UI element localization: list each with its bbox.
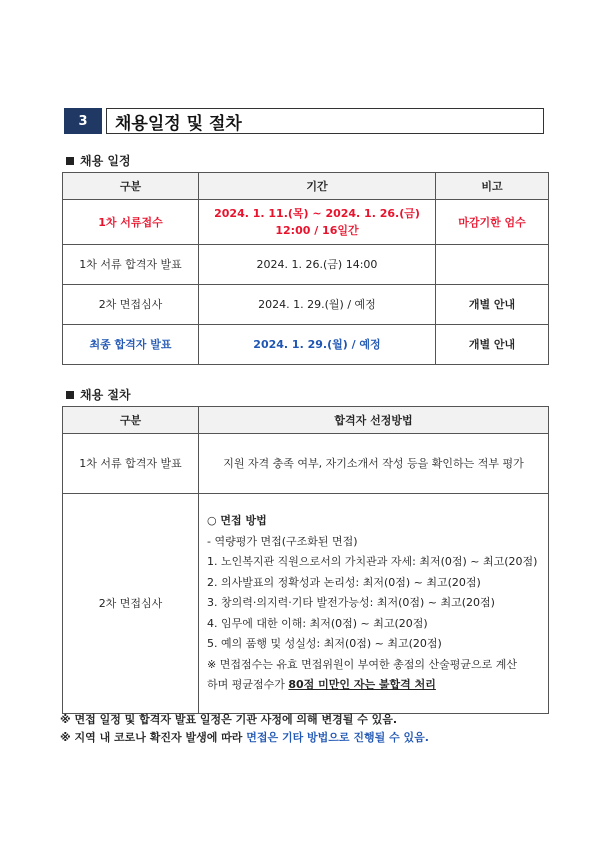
method-detail-cell bbox=[199, 494, 549, 714]
header-method: 합격자 선정방법 bbox=[199, 407, 549, 434]
method-title: ○ 면접 방법 bbox=[207, 514, 267, 528]
header-period: 기간 bbox=[199, 173, 436, 200]
method-line: 1. 노인복지관 직원으로서의 가치관과 자세: 최저(0점) ~ 최고(20점) bbox=[207, 555, 538, 569]
schedule-table bbox=[62, 172, 549, 365]
header-stage: 구분 bbox=[63, 173, 199, 200]
stage-cell: 1차 서류접수 bbox=[63, 200, 199, 245]
procedure-heading-text: 채용 절차 bbox=[80, 388, 131, 402]
table-row bbox=[63, 285, 549, 325]
table-row bbox=[63, 494, 549, 714]
table-row bbox=[63, 434, 549, 494]
period-cell: 2024. 1. 26.(금) 14:00 bbox=[199, 245, 436, 285]
period-cell: 2024. 1. 29.(월) / 예정 bbox=[199, 325, 436, 365]
schedule-heading-text: 채용 일정 bbox=[80, 154, 131, 168]
method-last-line bbox=[207, 675, 540, 696]
section-number: 3 bbox=[64, 108, 102, 134]
section-header bbox=[64, 108, 544, 134]
method-line: 4. 임무에 대한 이해: 최저(0점) ~ 최고(20점) bbox=[207, 616, 428, 630]
procedure-header-row bbox=[63, 407, 549, 434]
stage-cell: 2차 면접심사 bbox=[63, 285, 199, 325]
method-line: 2. 의사발표의 정확성과 논리성: 최저(0점) ~ 최고(20점) bbox=[207, 575, 481, 589]
note-covid bbox=[60, 729, 429, 745]
note-schedule-change: ※ 면접 일정 및 합격자 발표 일정은 기관 사정에 의해 변경될 수 있음. bbox=[60, 713, 398, 726]
schedule-heading bbox=[66, 152, 131, 169]
method-line: ※ 면접점수는 유효 면접위원이 부여한 총점의 산술평균으로 계산 bbox=[207, 657, 517, 671]
table-row bbox=[63, 245, 549, 285]
period-cell: 2024. 1. 29.(월) / 예정 bbox=[199, 285, 436, 325]
note-cell bbox=[436, 245, 549, 285]
stage-cell: 1차 서류 합격자 발표 bbox=[63, 434, 199, 494]
header-stage: 구분 bbox=[63, 407, 199, 434]
header-note: 비고 bbox=[436, 173, 549, 200]
method-line: 5. 예의 품행 및 성실성: 최저(0점) ~ 최고(20점) bbox=[207, 637, 442, 651]
note-cell: 개별 안내 bbox=[436, 285, 549, 325]
section-title: 채용일정 및 절차 bbox=[106, 108, 544, 134]
method-line: - 역량평가 면접(구조화된 면접) bbox=[207, 534, 358, 548]
schedule-header-row bbox=[63, 173, 549, 200]
note-cell: 개별 안내 bbox=[436, 325, 549, 365]
period-cell: 2024. 1. 11.(목) ~ 2024. 1. 26.(금) 12:00 / 16일간 bbox=[199, 200, 436, 245]
stage-cell: 1차 서류 합격자 발표 bbox=[63, 245, 199, 285]
method-line: 3. 창의력·의지력·기타 발전가능성: 최저(0점) ~ 최고(20점) bbox=[207, 596, 495, 610]
method-cell: 지원 자격 충족 여부, 자기소개서 작성 등을 확인하는 적부 평가 bbox=[199, 434, 549, 494]
note-covid-prefix: ※ 지역 내 코로나 확진자 발생에 따라 bbox=[60, 731, 247, 744]
table-row bbox=[63, 200, 549, 245]
fail-criteria: 80점 미만인 자는 불합격 처리 bbox=[288, 678, 436, 692]
square-bullet-icon bbox=[66, 391, 74, 399]
note-covid-highlight: 면접은 기타 방법으로 진행될 수 있음. bbox=[246, 731, 429, 744]
note-cell: 마감기한 엄수 bbox=[436, 200, 549, 245]
table-row bbox=[63, 325, 549, 365]
last-line-prefix: 하며 평균점수가 bbox=[207, 678, 289, 692]
stage-cell: 2차 면접심사 bbox=[63, 494, 199, 714]
procedure-table bbox=[62, 406, 549, 714]
procedure-heading bbox=[66, 386, 131, 403]
square-bullet-icon bbox=[66, 157, 74, 165]
stage-cell: 최종 합격자 발표 bbox=[63, 325, 199, 365]
